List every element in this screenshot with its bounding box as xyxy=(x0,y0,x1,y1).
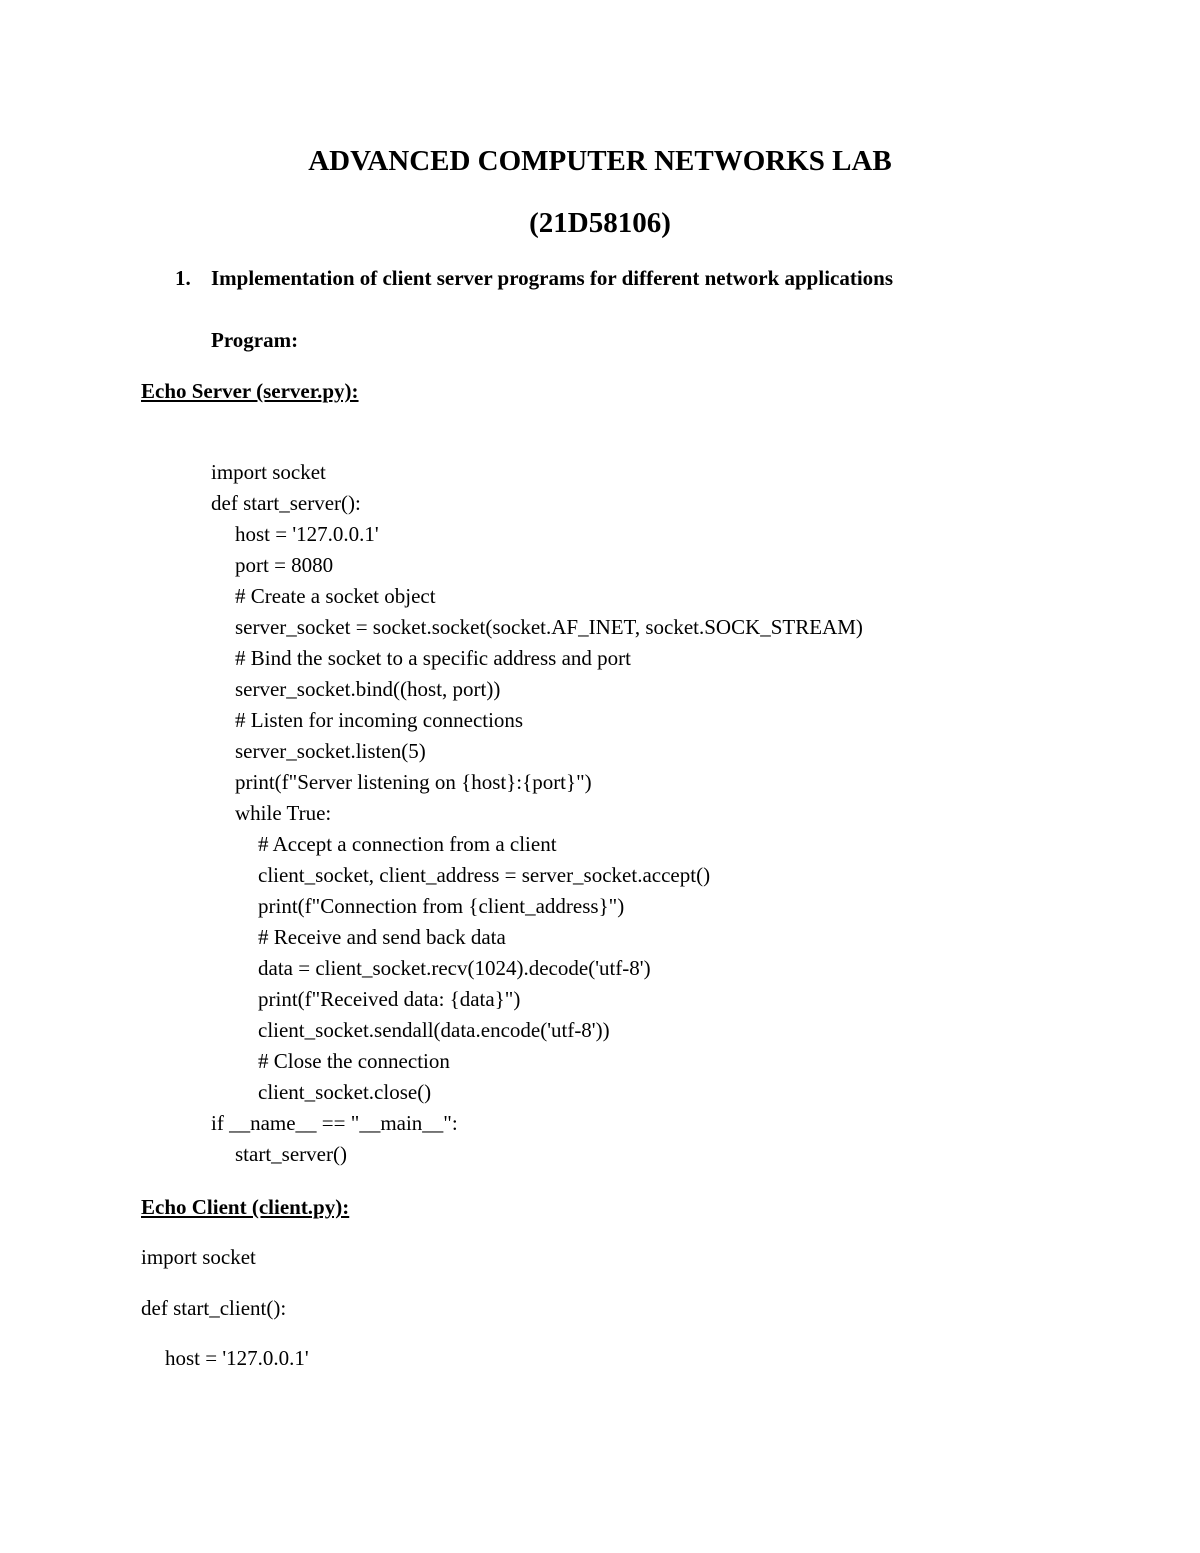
code-line: if __name__ == "__main__": xyxy=(211,1111,458,1135)
code-line: host = '127.0.0.1' xyxy=(235,522,379,546)
program-label: Program: xyxy=(211,328,299,352)
code-line: port = 8080 xyxy=(235,553,334,577)
course-code: (21D58106) xyxy=(529,207,671,239)
code-line: import socket xyxy=(141,1245,256,1269)
code-comment-line: # Receive and send back data xyxy=(258,925,506,949)
code-line: data = client_socket.recv(1024).decode('utf-8') xyxy=(258,956,651,980)
code-line: client_socket, client_address = server_socket.accept() xyxy=(258,863,711,887)
code-line: def start_server(): xyxy=(211,491,361,515)
code-line: print(f"Connection from {client_address}") xyxy=(258,894,625,918)
code-line: def start_client(): xyxy=(141,1295,287,1320)
code-line: print(f"Server listening on {host}:{port}") xyxy=(235,770,592,794)
code-line: server_socket.listen(5) xyxy=(235,739,426,763)
client-code-block xyxy=(141,1242,309,1394)
client-section-title: Echo Client (client.py): xyxy=(141,1195,350,1219)
code-line: start_server() xyxy=(235,1142,347,1166)
code-comment-line: # Accept a connection from a client xyxy=(258,832,557,856)
code-line: import socket xyxy=(211,460,326,484)
server-code-block xyxy=(211,457,863,1170)
server-section-title: Echo Server (server.py): xyxy=(141,379,359,403)
code-comment-line: # Close the connection xyxy=(258,1049,450,1073)
item-heading xyxy=(175,264,893,292)
code-line: while True: xyxy=(235,801,332,825)
code-line: client_socket.close() xyxy=(258,1080,432,1104)
code-comment-line: # Bind the socket to a specific address and port xyxy=(235,646,631,670)
code-line: client_socket.sendall(data.encode('utf-8')) xyxy=(258,1018,610,1042)
code-line: server_socket.bind((host, port)) xyxy=(235,677,501,701)
code-comment-line: # Create a socket object xyxy=(235,584,436,608)
item-heading-text: Implementation of client server programs for different network applications xyxy=(211,266,894,290)
code-line: server_socket = socket.socket(socket.AF_INET, socket.SOCK_STREAM) xyxy=(235,615,863,639)
code-comment-line: # Listen for incoming connections xyxy=(235,708,524,732)
item-number: 1. xyxy=(175,266,191,290)
code-line: print(f"Received data: {data}") xyxy=(258,987,521,1011)
document-title: ADVANCED COMPUTER NETWORKS LAB xyxy=(308,145,892,177)
code-line: host = '127.0.0.1' xyxy=(165,1346,309,1370)
